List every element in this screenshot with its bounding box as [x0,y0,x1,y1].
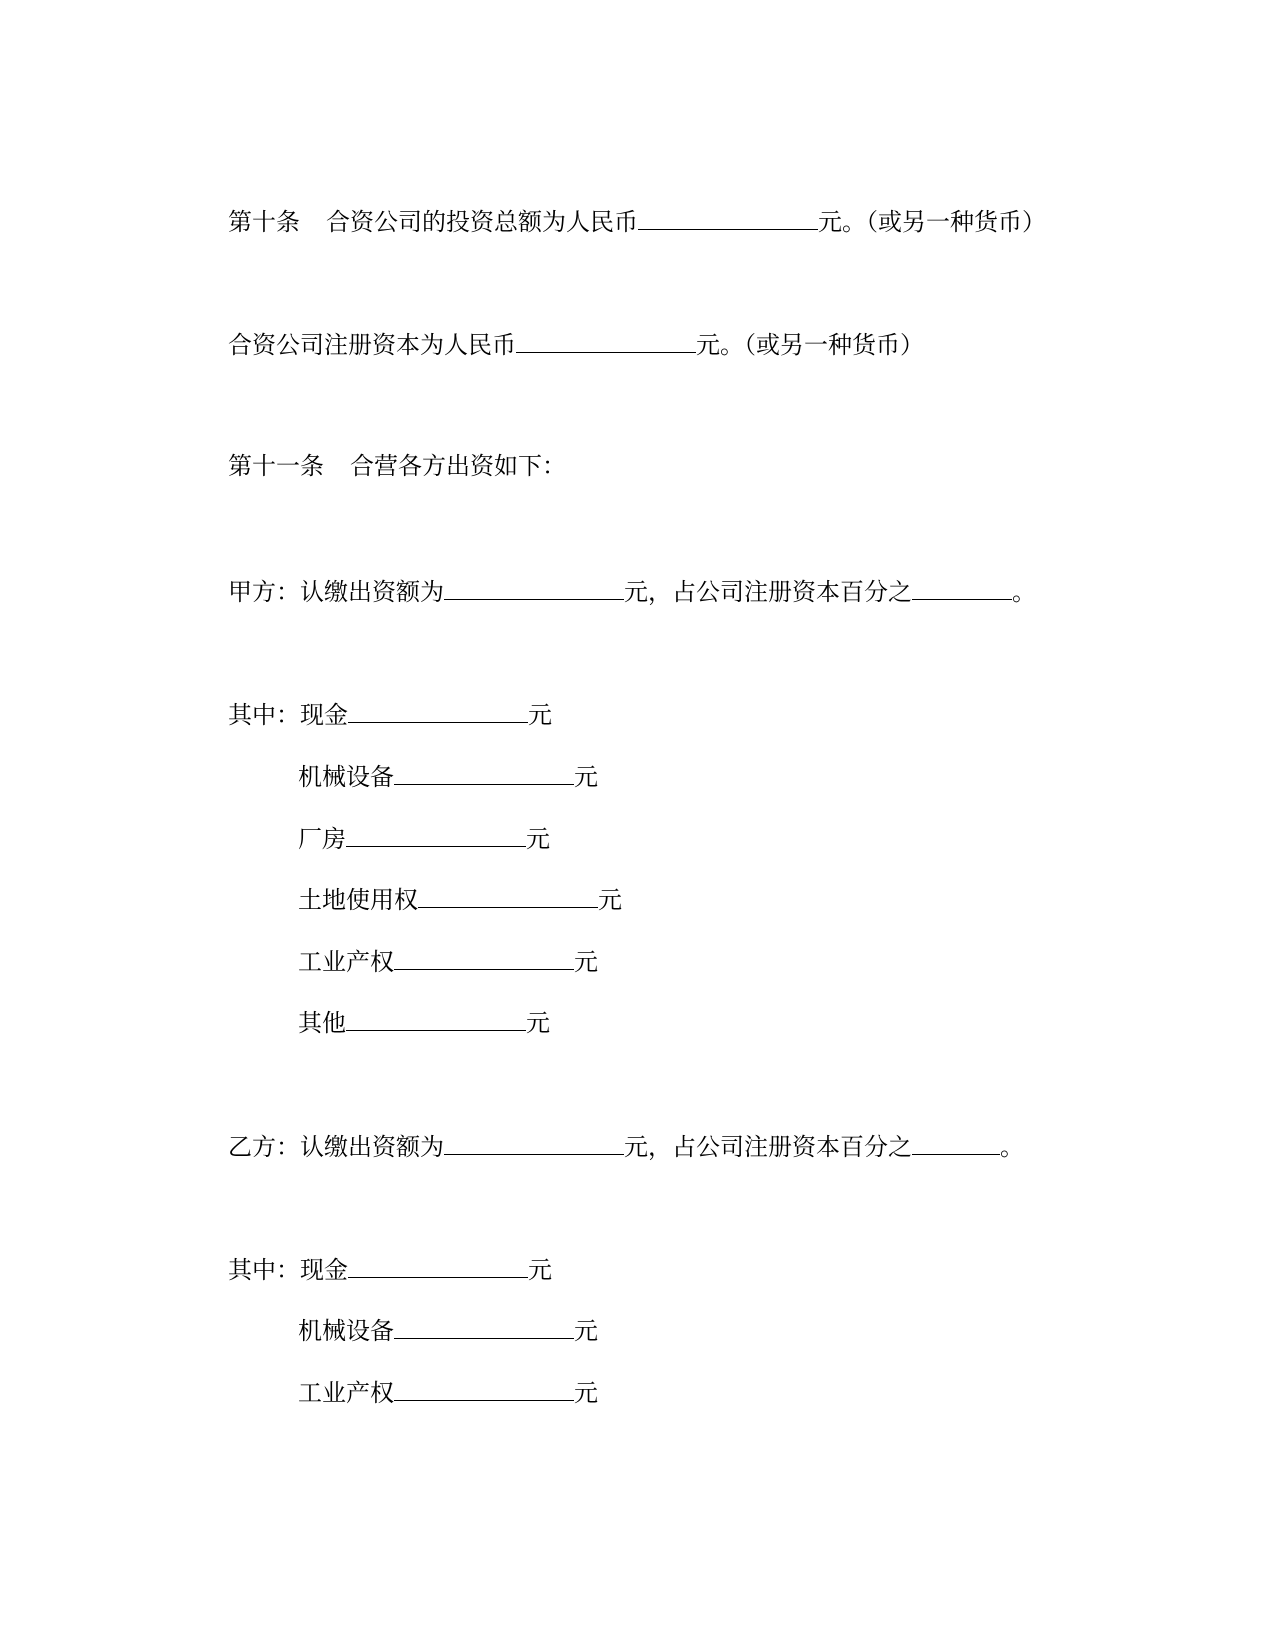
party-b-item-unit: 元 [574,1317,598,1345]
party-a-amount-blank[interactable] [444,575,624,600]
party-a-item-unit: 元 [526,1009,550,1037]
article-11-label: 第十一条 [228,452,324,480]
party-a-item-unit: 元 [574,763,598,791]
registered-capital-unit: 元。（或另一种货币） [696,331,924,359]
party-b-item-cash [228,1253,552,1285]
party-b-cash-blank[interactable] [348,1253,528,1278]
party-a-end: 。 [1012,578,1036,606]
party-a-item-other [298,1006,550,1038]
party-a-cash-blank[interactable] [348,698,528,723]
party-b-end: 。 [1000,1133,1024,1161]
registered-capital-blank[interactable] [516,328,696,353]
party-a-item-unit: 元 [598,886,622,914]
party-b-breakdown-prefix: 其中： [228,1256,300,1284]
party-b-item-label: 机械设备 [298,1317,394,1345]
party-b-mid: 元，占公司注册资本百分之 [624,1133,912,1161]
party-a-line [228,575,1036,607]
article-11-text: 合营各方出资如下： [350,452,566,480]
party-a-land-blank[interactable] [418,883,598,908]
party-a-item-ip [298,945,598,977]
party-a-item-land [298,883,622,915]
party-a-item-plant [298,822,550,854]
registered-capital-text: 合资公司注册资本为人民币 [228,331,516,359]
total-investment-blank[interactable] [638,205,818,230]
party-a-item-machinery [298,760,598,792]
party-b-item-label: 工业产权 [298,1379,394,1407]
article-10-line [228,205,1046,237]
party-a-item-label: 工业产权 [298,948,394,976]
party-b-item-ip [298,1376,598,1408]
party-a-item-unit: 元 [526,825,550,853]
party-a-breakdown-prefix: 其中： [228,701,300,729]
party-b-machinery-blank[interactable] [394,1314,574,1339]
party-a-plant-blank[interactable] [346,822,526,847]
party-b-amount-blank[interactable] [444,1130,624,1155]
party-b-percent-blank[interactable] [912,1130,1000,1155]
party-b-item-label: 现金 [300,1256,348,1284]
party-b-text: 乙方：认缴出资额为 [228,1133,444,1161]
party-b-ip-blank[interactable] [394,1376,574,1401]
article-10-unit: 元。（或另一种货币） [818,208,1046,236]
registered-capital-line [228,328,924,360]
party-a-item-cash [228,698,552,730]
article-11-line [228,451,566,481]
article-10-text: 合资公司的投资总额为人民币 [326,208,638,236]
party-b-item-machinery [298,1314,598,1346]
party-a-item-label: 土地使用权 [298,886,418,914]
party-b-item-unit: 元 [574,1379,598,1407]
party-a-text: 甲方：认缴出资额为 [228,578,444,606]
party-a-machinery-blank[interactable] [394,760,574,785]
party-a-item-label: 厂房 [298,825,346,853]
party-a-item-label: 其他 [298,1009,346,1037]
party-a-other-blank[interactable] [346,1006,526,1031]
party-a-item-label: 机械设备 [298,763,394,791]
party-a-mid: 元，占公司注册资本百分之 [624,578,912,606]
party-a-item-unit: 元 [528,701,552,729]
article-10-label: 第十条 [228,208,300,236]
party-a-item-unit: 元 [574,948,598,976]
party-a-ip-blank[interactable] [394,945,574,970]
party-b-item-unit: 元 [528,1256,552,1284]
party-a-item-label: 现金 [300,701,348,729]
party-a-percent-blank[interactable] [912,575,1012,600]
party-b-line [228,1130,1024,1162]
